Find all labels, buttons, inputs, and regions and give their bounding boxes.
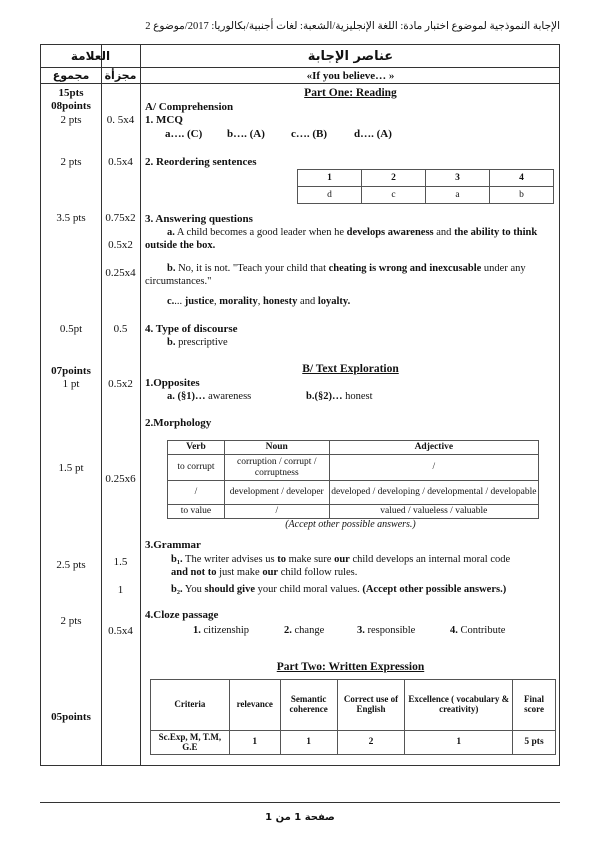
morphology-cell: to value: [168, 505, 225, 519]
score-partial: 1: [117, 584, 124, 596]
written-header: Correct use of English: [337, 680, 405, 731]
answer-table: [40, 44, 560, 766]
mcq-answer: b…. (A): [227, 128, 265, 140]
score-total: 08points: [51, 100, 91, 112]
written-header: Criteria: [151, 680, 230, 731]
score-total: 0.5pt: [59, 323, 83, 335]
reorder-header: 2: [362, 170, 426, 187]
score-total: 3.5 pts: [56, 212, 86, 224]
opposite-a: a. (§1)… awareness: [167, 391, 252, 402]
score-total: 2 pts: [60, 114, 82, 126]
cloze-item: 1. citizenship: [193, 625, 249, 636]
footer-divider: [40, 802, 560, 803]
cloze-item: 2. change: [284, 625, 325, 636]
morphology-cell: /: [329, 455, 538, 481]
written-cell: 1: [405, 731, 513, 755]
score-partial: 0.5: [113, 323, 128, 335]
written-header: relevance: [229, 680, 280, 731]
reorder-header: 4: [490, 170, 554, 187]
mcq-answer: a…. (C): [165, 128, 203, 140]
exploration-title: B/ Text Exploration: [302, 363, 399, 375]
grammar-b2: b₂. You should give your child moral values. (Accept other possible answers.): [171, 584, 507, 595]
score-total: 07points: [51, 365, 91, 377]
cloze-title: 4.Cloze passage: [145, 609, 219, 621]
morphology-cell: /: [224, 505, 329, 519]
morphology-table: [167, 440, 539, 519]
total-header: مجموع: [52, 69, 90, 82]
morphology-title: 2.Morphology: [145, 417, 212, 429]
answering-title: 3. Answering questions: [145, 213, 253, 225]
morphology-cell: valued / valueless / valuable: [329, 505, 538, 519]
cloze-item: 4. Contribute: [450, 625, 506, 636]
written-header: Final score: [513, 680, 556, 731]
partial-header: مجزأة: [104, 69, 137, 82]
mcq-answer: d…. (A): [354, 128, 392, 140]
score-partial: 1.5: [113, 556, 128, 568]
written-header: Semantic coherence: [280, 680, 337, 731]
score-partial: 0.75x2: [105, 212, 136, 224]
score-partial: 0.25x6: [105, 473, 136, 485]
score-total: 2 pts: [60, 615, 82, 627]
score-partial: 0.5x2: [108, 239, 133, 251]
answer-b: b. No, it is not. "Teach your child that cheating is wrong and inexcusable under any circumstances.": [145, 263, 526, 287]
discourse-title: 4. Type of discourse: [145, 323, 238, 335]
column-divider: [140, 45, 141, 765]
grammar-b1: b₁. The writer advises us to make sure our child develops an internal moral code and not to just make our child follow rules.: [171, 554, 511, 578]
reorder-header: 3: [426, 170, 490, 187]
answer-c: c.... justice, morality, honesty and loyalty.: [167, 296, 351, 307]
score-partial: 0. 5x4: [106, 114, 135, 126]
written-cell: 1: [229, 731, 280, 755]
score-partial: 0.25x4: [105, 267, 136, 279]
written-header: Excellence ( vocabulary & creativity): [405, 680, 513, 731]
reorder-cell: c: [362, 187, 426, 204]
opposite-b: b.(§2)… honest: [306, 391, 373, 402]
score-total: 1 pt: [62, 378, 80, 390]
score-total: 15pts: [58, 87, 84, 99]
morphology-header: Adjective: [329, 441, 538, 455]
mcq-answer: c…. (B): [291, 128, 328, 140]
written-expression-table: [150, 679, 556, 755]
score-total: 1.5 pt: [58, 462, 84, 474]
score-total: 2.5 pts: [56, 559, 86, 571]
morphology-note: (Accept other possible answers.): [285, 519, 416, 530]
written-cell: 2: [337, 731, 405, 755]
column-divider: [101, 45, 102, 765]
reorder-table: [297, 169, 554, 204]
cloze-item: 3. responsible: [357, 625, 416, 636]
morphology-cell: corruption / corrupt / corruptness: [224, 455, 329, 481]
part-one-title: Part One: Reading: [304, 87, 397, 99]
score-total: 2 pts: [60, 156, 82, 168]
morphology-cell: /: [168, 481, 225, 505]
morphology-cell: developed / developing / developmental / developable: [329, 481, 538, 505]
reorder-cell: a: [426, 187, 490, 204]
text-title: «If you believe… »: [306, 70, 395, 82]
elements-header: عناصر الإجابة: [307, 49, 394, 64]
reorder-header: 1: [298, 170, 362, 187]
reorder-cell: b: [490, 187, 554, 204]
written-cell: 5 pts: [513, 731, 556, 755]
opposites-title: 1.Opposites: [145, 377, 200, 389]
reorder-title: 2. Reordering sentences: [145, 156, 257, 168]
grade-header: العلامة: [70, 49, 111, 63]
part-two-title: Part Two: Written Expression: [276, 661, 425, 673]
score-partial: 0.5x2: [108, 378, 133, 390]
row-divider: [41, 67, 559, 68]
morphology-cell: to corrupt: [168, 455, 225, 481]
grammar-title: 3.Grammar: [145, 539, 201, 551]
score-total: 05points: [51, 711, 91, 723]
written-cell: Sc.Exp, M, T.M, G.E: [151, 731, 230, 755]
page-header: الإجابة النموذجية لموضوع اختبار مادة: اللغة الإنجليزية/الشعبة: لغات أجنبية/بكالوريا: 2017/موضوع 2: [145, 21, 560, 32]
reorder-cell: d: [298, 187, 362, 204]
discourse-answer: b. prescriptive: [167, 337, 228, 348]
page-number: صفحة 1 من 1: [265, 812, 335, 823]
written-cell: 1: [280, 731, 337, 755]
score-partial: 0.5x4: [108, 156, 133, 168]
comprehension-title: A/ Comprehension: [145, 101, 234, 113]
mcq-title: 1. MCQ: [145, 114, 183, 126]
morphology-header: Verb: [168, 441, 225, 455]
row-divider: [41, 83, 559, 84]
morphology-cell: development / developer: [224, 481, 329, 505]
answer-a: a. A child becomes a good leader when he develops awareness and the ability to think outside the box.: [145, 227, 538, 251]
morphology-header: Noun: [224, 441, 329, 455]
score-partial: 0.5x4: [108, 625, 133, 637]
